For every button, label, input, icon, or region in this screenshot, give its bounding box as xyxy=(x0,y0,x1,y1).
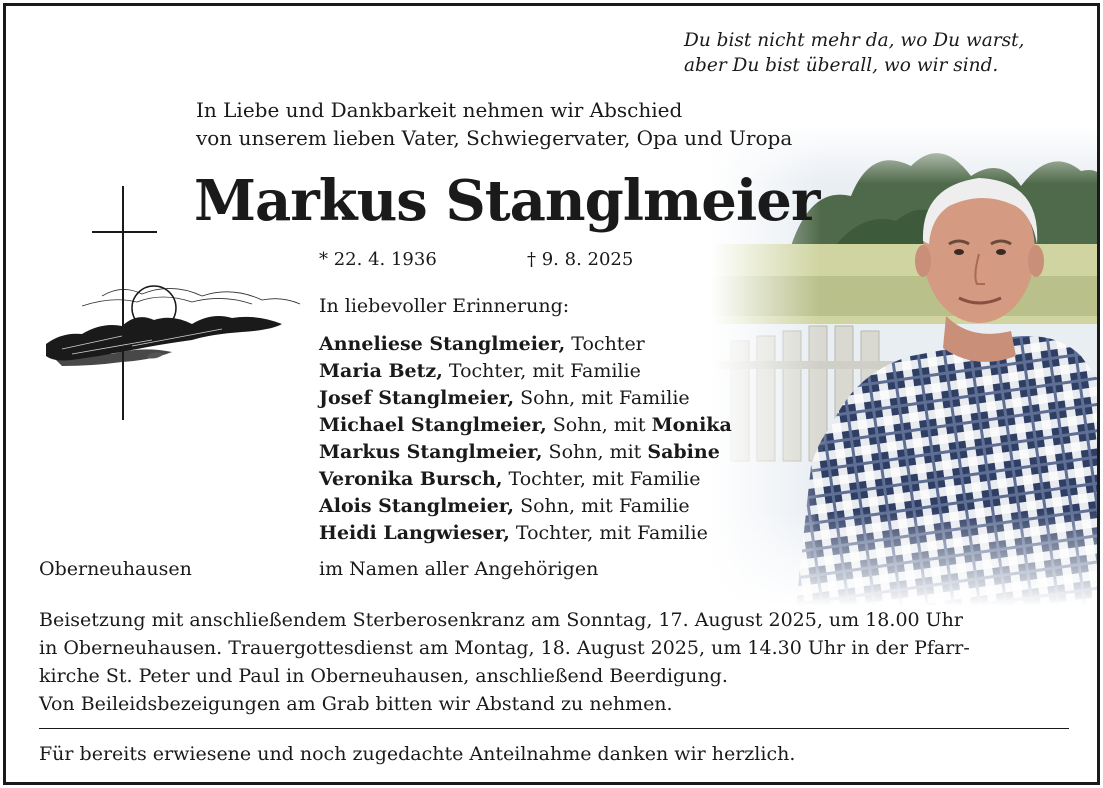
list-item: Heidi Langwieser, Tochter, mit Familie xyxy=(319,522,708,544)
death-date: † 9. 8. 2025 xyxy=(527,249,634,270)
memorial-quote xyxy=(684,28,1024,78)
divider xyxy=(39,728,1069,729)
intro-line-2: von unserem lieben Vater, Schwiegervater, Opa und Uropa xyxy=(196,126,793,150)
list-item: Anneliese Stanglmeier, Tochter xyxy=(319,333,645,355)
list-item: Alois Stanglmeier, Sohn, mit Familie xyxy=(319,495,690,517)
list-item: Maria Betz, Tochter, mit Familie xyxy=(319,360,641,382)
intro-text xyxy=(196,96,792,152)
remembrance-heading: In liebevoller Erinnerung: xyxy=(319,295,570,317)
burial-line-1: Beisetzung mit anschließendem Sterberosenkranz am Sonntag, 17. August 2025, um 18.00 Uhr xyxy=(39,609,963,631)
birth-date: * 22. 4. 1936 xyxy=(319,249,437,270)
burial-line-2: in Oberneuhausen. Trauergottesdienst am Montag, 18. August 2025, um 14.30 Uhr in der Pfarr- xyxy=(39,637,970,659)
list-item: Michael Stanglmeier, Sohn, mit Monika xyxy=(319,414,732,436)
on-behalf-text: im Namen aller Angehörigen xyxy=(319,558,599,580)
burial-line-3: kirche St. Peter und Paul in Oberneuhausen, anschließend Beerdigung. xyxy=(39,665,728,687)
list-item: Veronika Bursch, Tochter, mit Familie xyxy=(319,468,701,490)
quote-line-2: aber Du bist überall, wo wir sind. xyxy=(684,55,999,76)
place-name: Oberneuhausen xyxy=(39,558,192,580)
burial-line-4: Von Beileidsbezeigungen am Grab bitten wir Abstand zu nehmen. xyxy=(39,693,673,715)
thanks-text: Für bereits erwiesene und noch zugedachte Anteilnahme danken wir herzlich. xyxy=(39,743,796,765)
burial-info xyxy=(39,606,1079,718)
mourner-list xyxy=(319,331,732,547)
list-item: Markus Stanglmeier, Sohn, mit Sabine xyxy=(319,441,720,463)
intro-line-1: In Liebe und Dankbarkeit nehmen wir Abschied xyxy=(196,98,683,122)
deceased-name: Markus Stanglmeier xyxy=(194,168,820,234)
list-item: Josef Stanglmeier, Sohn, mit Familie xyxy=(319,387,690,409)
obituary-notice xyxy=(3,3,1100,785)
quote-line-1: Du bist nicht mehr da, wo Du warst, xyxy=(684,30,1025,51)
life-dates xyxy=(319,247,634,273)
